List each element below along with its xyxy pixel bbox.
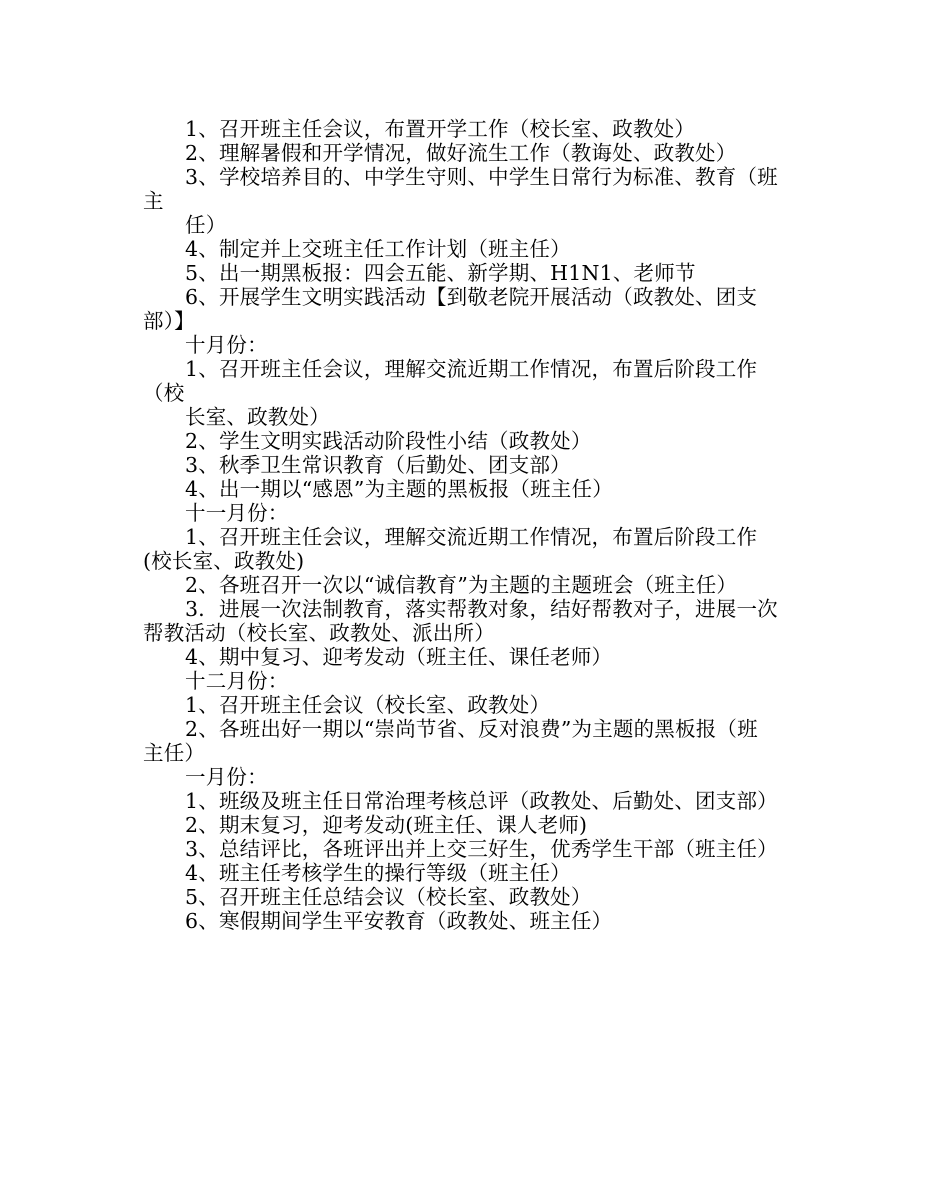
text-line: 主任） bbox=[143, 741, 206, 765]
text-line: 4、期中复习、迎考发动（班主任、课任老师） bbox=[185, 645, 613, 669]
text-line: 1、班级及班主任日常治理考核总评（政教处、后勤处、团支部） bbox=[185, 789, 778, 813]
text-line: 6、开展学生文明实践活动【到敬老院开展活动（政教处、团支 bbox=[185, 285, 758, 309]
text-line: 2、各班召开一次以“诚信教育”为主题的主题班会（班主任） bbox=[185, 573, 738, 597]
text-line: 4、制定并上交班主任工作计划（班主任） bbox=[185, 237, 571, 261]
text-line: 十二月份： bbox=[185, 669, 289, 693]
text-line: 1、召开班主任会议，理解交流近期工作情况，布置后阶段工作 bbox=[185, 357, 758, 381]
text-line: 十月份： bbox=[185, 333, 268, 357]
text-line: 1、召开班主任会议，理解交流近期工作情况，布置后阶段工作 bbox=[185, 525, 758, 549]
text-line: 部）】 bbox=[143, 309, 195, 333]
text-line: 3、学校培养目的、中学生守则、中学生日常行为标准、教育（班 bbox=[185, 165, 778, 189]
text-line: 2、学生文明实践活动阶段性小结（政教处） bbox=[185, 429, 592, 453]
text-line: 长室、政教处） bbox=[185, 405, 330, 429]
text-line: 十一月份： bbox=[185, 501, 289, 525]
text-line: 2、期末复习，迎考发动(班主任、课人老师) bbox=[185, 813, 588, 837]
text-line: 6、寒假期间学生平安教育（政教处、班主任） bbox=[185, 909, 613, 933]
text-line: 3、秋季卫生常识教育（后勤处、团支部） bbox=[185, 453, 571, 477]
text-line: 任） bbox=[185, 213, 227, 237]
text-line: 帮教活动（校长室、政教处、派出所） bbox=[143, 621, 495, 645]
text-line: 5、出一期黑板报：四会五能、新学期、H1N1、老师节 bbox=[185, 261, 696, 285]
text-line: 3．进展一次法制教育，落实帮教对象，结好帮教对子，进展一次 bbox=[185, 597, 778, 621]
text-line: 4、班主任考核学生的操行等级（班主任） bbox=[185, 861, 571, 885]
text-line: 2、理解暑假和开学情况，做好流生工作（教诲处、政教处） bbox=[185, 141, 737, 165]
text-line: 主 bbox=[143, 189, 164, 213]
text-line: 4、出一期以“感恩”为主题的黑板报（班主任） bbox=[185, 477, 613, 501]
text-line: （校 bbox=[143, 381, 185, 405]
text-line: 一月份： bbox=[185, 765, 268, 789]
text-line: 5、召开班主任总结会议（校长室、政教处） bbox=[185, 885, 592, 909]
text-line: (校长室、政教处) bbox=[143, 549, 305, 573]
text-line: 1、召开班主任会议（校长室、政教处） bbox=[185, 693, 551, 717]
text-line: 2、各班出好一期以“崇尚节省、反对浪费”为主题的黑板报（班 bbox=[185, 717, 758, 741]
text-line: 1、召开班主任会议，布置开学工作（校长室、政教处） bbox=[185, 117, 696, 141]
text-line: 3、总结评比，各班评出并上交三好生，优秀学生干部（班主任） bbox=[185, 837, 778, 861]
document-body bbox=[143, 117, 813, 933]
